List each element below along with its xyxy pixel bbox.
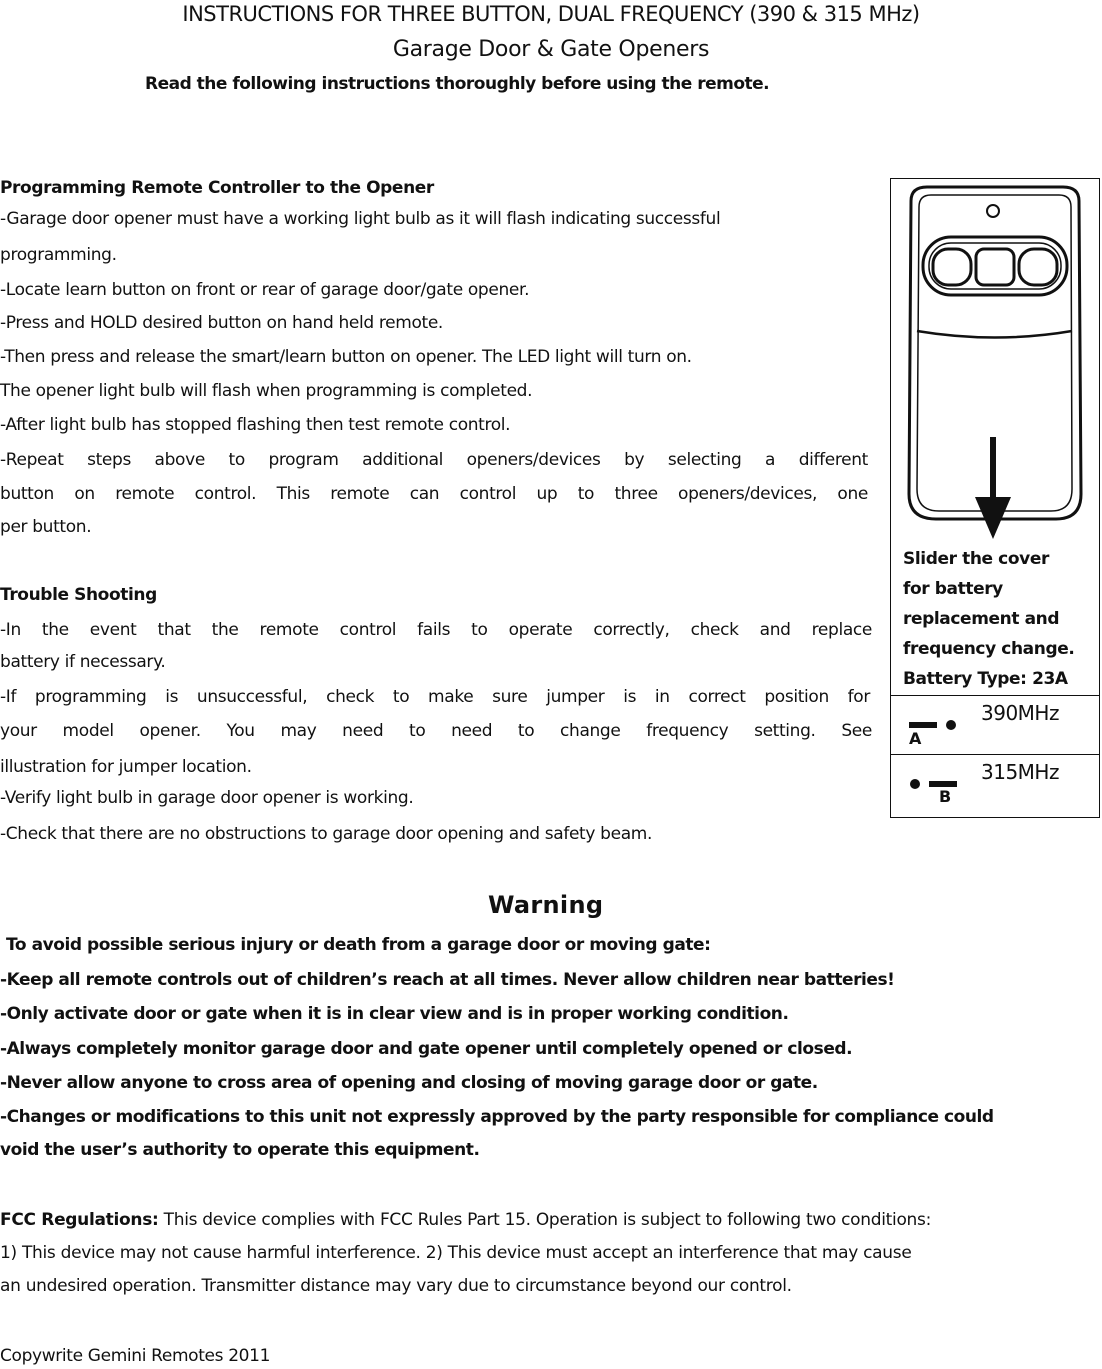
battery-instruction-line: frequency change.: [903, 639, 1075, 659]
troubleshooting-line: -In the event that the remote control fails to operate correctly, check and replace: [0, 620, 872, 640]
jumper-a-setting: [891, 695, 1099, 755]
programming-line: per button.: [0, 517, 92, 537]
programming-line: -Then press and release the smart/learn button on opener. The LED light will turn on.: [0, 347, 692, 367]
fcc-text: This device complies with FCC Rules Part 15. Operation is subject to following two conditions:: [158, 1210, 932, 1230]
battery-instruction-line: Slider the cover: [903, 549, 1049, 569]
programming-line: -After light bulb has stopped flashing then test remote control.: [0, 415, 511, 435]
warning-line: -Changes or modifications to this unit not expressly approved by the party responsible for compliance could: [0, 1107, 994, 1127]
troubleshooting-line: -If programming is unsuccessful, check to make sure jumper is in correct position for: [0, 687, 870, 707]
troubleshooting-heading: Trouble Shooting: [0, 585, 157, 605]
document-subtitle: Garage Door & Gate Openers: [392, 37, 710, 62]
warning-heading: Warning: [488, 891, 604, 919]
programming-line: The opener light bulb will flash when programming is completed.: [0, 381, 533, 401]
programming-heading: Programming Remote Controller to the Opener: [0, 178, 434, 198]
jumper-a-icon: [891, 695, 971, 755]
jumper-a-label: A: [909, 729, 922, 748]
troubleshooting-line: illustration for jumper location.: [0, 757, 252, 777]
troubleshooting-line: -Check that there are no obstructions to garage door opening and safety beam.: [0, 824, 653, 844]
jumper-b-setting: [891, 754, 1099, 814]
fcc-line: 1) This device may not cause harmful interference. 2) This device must accept an interference that may cause: [0, 1243, 912, 1263]
programming-line: -Garage door opener must have a working light bulb as it will flash indicating successful: [0, 209, 721, 229]
troubleshooting-line: your model opener. You may need to need to change frequency setting. See: [0, 721, 872, 741]
copyright: Copywrite Gemini Remotes 2011: [0, 1346, 271, 1366]
programming-line: programming.: [0, 245, 117, 265]
warning-line: -Never allow anyone to cross area of opening and closing of moving garage door or gate.: [0, 1073, 818, 1093]
jumper-b-icon: [891, 754, 971, 814]
warning-line: void the user’s authority to operate this equipment.: [0, 1140, 480, 1160]
programming-line: -Press and HOLD desired button on hand held remote.: [0, 313, 443, 333]
warning-line: -Keep all remote controls out of children’s reach at all times. Never allow children near batteries!: [0, 970, 895, 990]
troubleshooting-line: -Verify light bulb in garage door opener is working.: [0, 788, 414, 808]
programming-line: button on remote control. This remote can control up to three openers/devices, one: [0, 484, 868, 504]
programming-line: -Locate learn button on front or rear of garage door/gate opener.: [0, 280, 530, 300]
fcc-label: FCC Regulations:: [0, 1210, 159, 1230]
jumper-a-frequency: 390MHz: [981, 701, 1059, 725]
troubleshooting-line: battery if necessary.: [0, 652, 166, 672]
jumper-b-label: B: [939, 787, 952, 806]
fcc-line: an undesired operation. Transmitter distance may vary due to circumstance beyond our control.: [0, 1276, 792, 1296]
battery-instruction-line: for battery: [903, 579, 1003, 599]
fcc-line: [0, 1210, 931, 1230]
battery-instruction-line: replacement and: [903, 609, 1060, 629]
remote-control-icon: [891, 179, 1098, 544]
battery-instruction-line: Battery Type: 23A: [903, 669, 1068, 689]
warning-line: To avoid possible serious injury or death from a garage door or moving gate:: [6, 935, 711, 955]
document-title: INSTRUCTIONS FOR THREE BUTTON, DUAL FREQUENCY (390 & 315 MHz): [182, 2, 920, 26]
warning-line: -Always completely monitor garage door and gate opener until completely opened or closed.: [0, 1039, 853, 1059]
remote-illustration-box: [890, 178, 1100, 818]
warning-line: -Only activate door or gate when it is in clear view and is in proper working condition.: [0, 1004, 789, 1024]
programming-line: -Repeat steps above to program additional openers/devices by selecting a different: [0, 450, 868, 470]
battery-instructions: [903, 544, 1074, 694]
read-notice: Read the following instructions thoroughly before using the remote.: [145, 74, 770, 94]
jumper-b-frequency: 315MHz: [981, 760, 1059, 784]
